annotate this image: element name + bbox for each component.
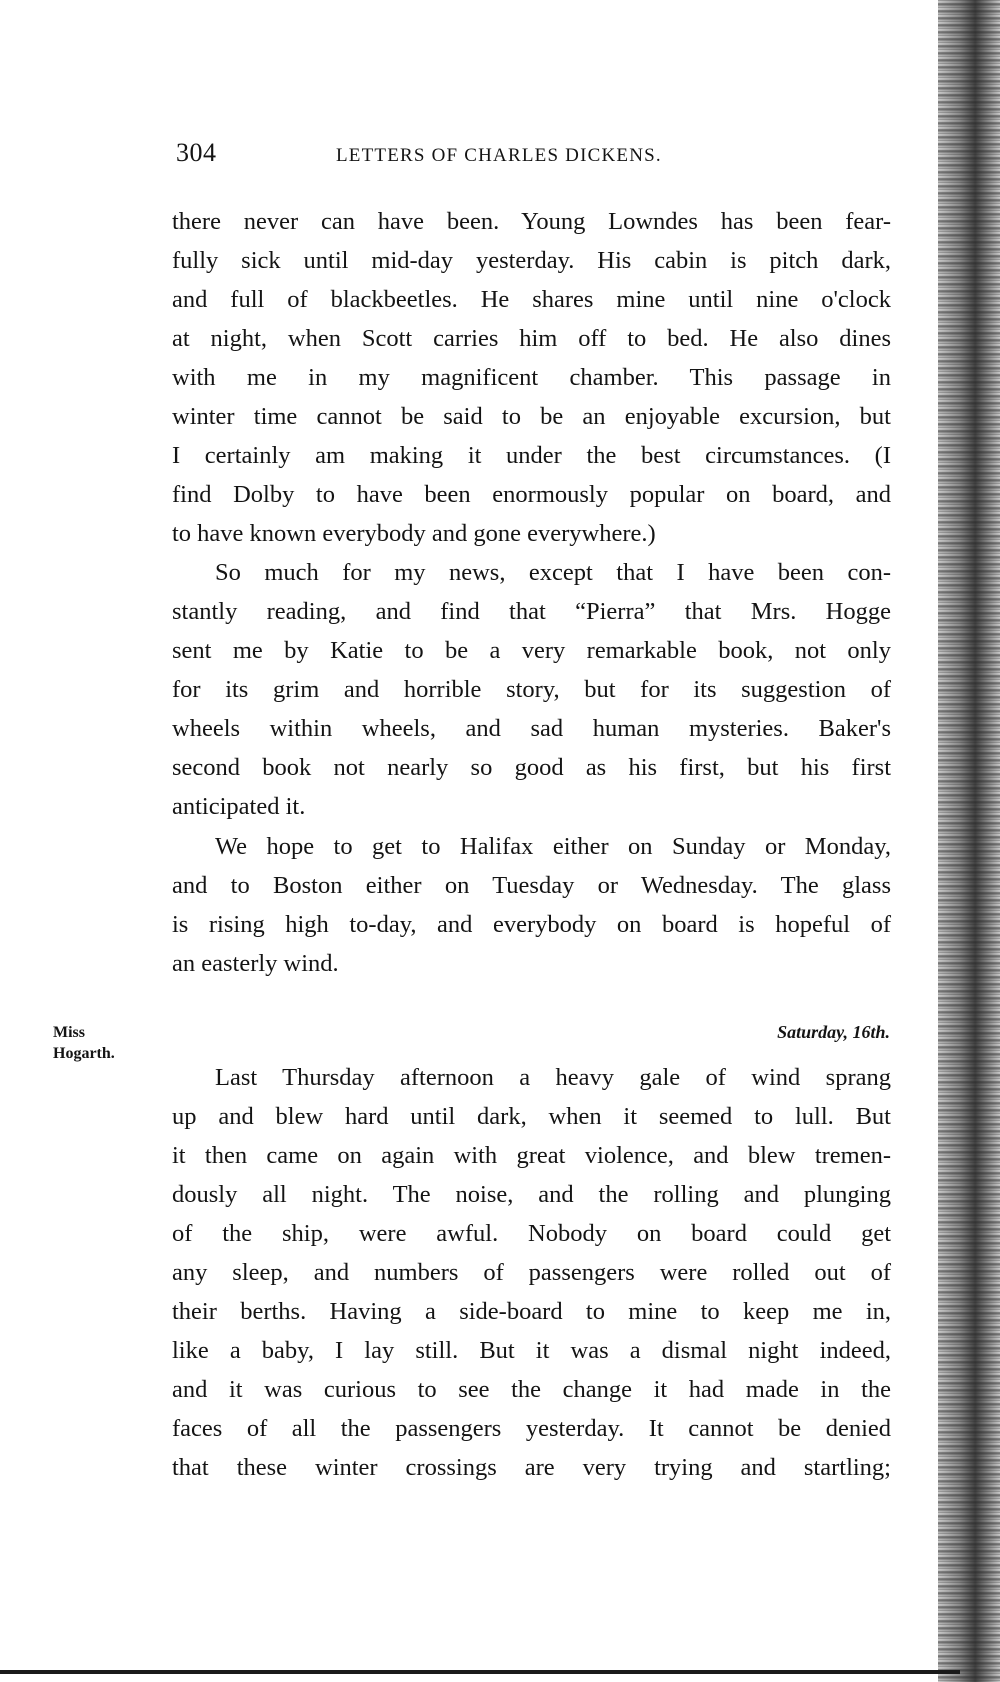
text-line: an easterly wind. (172, 950, 339, 977)
text-line: winter time cannot be said to be an enjoyable excursion, but (172, 403, 891, 430)
scan-bottom-edge (0, 1670, 960, 1674)
text-line: faces of all the passengers yesterday. It cannot be denied (172, 1415, 891, 1442)
running-title: LETTERS OF CHARLES DICKENS. (336, 145, 662, 166)
text-line: and it was curious to see the change it had made in the (172, 1376, 891, 1403)
text-line: any sleep, and numbers of passengers were rolled out of (172, 1259, 891, 1286)
text-line: So much for my news, except that I have been con- (215, 559, 891, 586)
text-line: is rising high to-day, and everybody on board is hopeful of (172, 911, 891, 938)
text-line: up and blew hard until dark, when it seemed to lull. But (172, 1103, 891, 1130)
text-line: I certainly am making it under the best circumstances. (I (172, 442, 891, 469)
text-line: We hope to get to Halifax either on Sunday or Monday, (215, 833, 891, 860)
text-line: and to Boston either on Tuesday or Wednesday. The glass (172, 872, 891, 899)
text-line: like a baby, I lay still. But it was a dismal night indeed, (172, 1337, 891, 1364)
text-line: fully sick until mid-day yesterday. His cabin is pitch dark, (172, 247, 891, 274)
text-line: dously all night. The noise, and the rolling and plunging (172, 1181, 891, 1208)
paragraph-3 (172, 827, 891, 983)
letter-dateline: Saturday, 16th. (777, 1022, 890, 1042)
text-line: and full of blackbeetles. He shares mine until nine o'clock (172, 286, 891, 313)
page-header (176, 138, 896, 178)
text-line: Last Thursday afternoon a heavy gale of wind sprang (215, 1064, 891, 1091)
paragraph-1 (172, 202, 891, 553)
text-line: that these winter crossings are very trying and startling; (172, 1454, 891, 1481)
text-line: for its grim and horrible story, but for its suggestion of (172, 676, 891, 703)
text-line: wheels within wheels, and sad human mysteries. Baker's (172, 715, 891, 742)
text-line: at night, when Scott carries him off to bed. He also dines (172, 325, 891, 352)
paragraph-2 (172, 553, 891, 826)
text-line: stantly reading, and find that “Pierra” that Mrs. Hogge (172, 598, 891, 625)
margin-note: Miss Hogarth. (53, 1024, 115, 1062)
text-line: second book not nearly so good as his first, but his first (172, 754, 891, 781)
text-line: their berths. Having a side-board to mine to keep me in, (172, 1298, 891, 1325)
page-number: 304 (176, 138, 217, 167)
text-line: anticipated it. (172, 793, 306, 820)
paragraph-4 (172, 1058, 891, 1487)
text-line: there never can have been. Young Lowndes has been fear- (172, 208, 891, 235)
text-line: with me in my magnificent chamber. This passage in (172, 364, 891, 391)
text-line: of the ship, were awful. Nobody on board could get (172, 1220, 891, 1247)
text-line: it then came on again with great violence, and blew tremen- (172, 1142, 891, 1169)
text-line: find Dolby to have been enormously popular on board, and (172, 481, 891, 508)
text-line: sent me by Katie to be a very remarkable book, not only (172, 637, 891, 664)
page-edge-shadow (938, 0, 1000, 1682)
text-line: to have known everybody and gone everywhere.) (172, 520, 656, 547)
